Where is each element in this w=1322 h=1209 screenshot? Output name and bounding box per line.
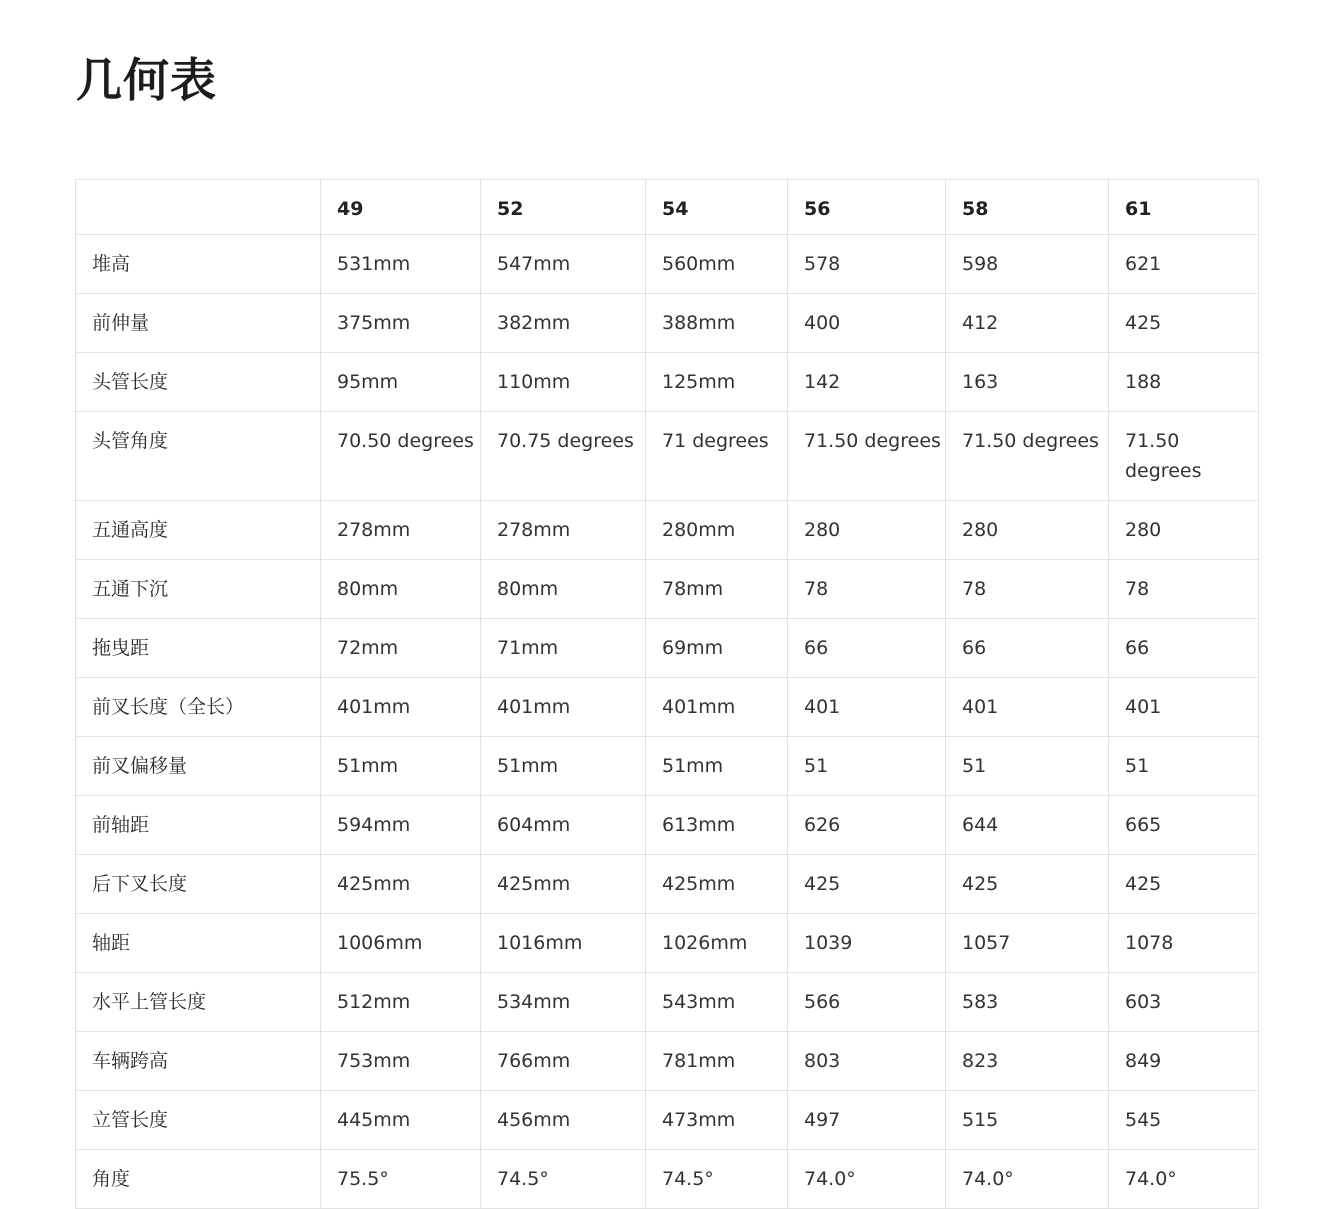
table-cell: 401mm (321, 678, 481, 737)
table-cell: 382mm (481, 294, 646, 353)
table-cell: 425 (788, 855, 946, 914)
table-cell: 626 (788, 796, 946, 855)
table-cell: 473mm (646, 1091, 788, 1150)
table-cell: 849 (1109, 1032, 1259, 1091)
table-cell: 534mm (481, 973, 646, 1032)
table-cell: 278mm (321, 501, 481, 560)
table-cell: 125mm (646, 353, 788, 412)
table-cell: 594mm (321, 796, 481, 855)
table-cell: 425 (1109, 294, 1259, 353)
table-cell: 603 (1109, 973, 1259, 1032)
table-cell: 80mm (321, 560, 481, 619)
table-cell: 766mm (481, 1032, 646, 1091)
table-cell: 51 (788, 737, 946, 796)
table-cell: 412 (946, 294, 1109, 353)
row-label: 头管长度 (76, 353, 321, 412)
table-cell: 401mm (481, 678, 646, 737)
table-cell: 781mm (646, 1032, 788, 1091)
size-header: 54 (646, 180, 788, 235)
table-cell: 401 (1109, 678, 1259, 737)
row-label: 前叉长度（全长） (76, 678, 321, 737)
table-row (76, 412, 1259, 501)
table-cell: 74.0° (946, 1150, 1109, 1209)
geometry-table (75, 179, 1259, 1209)
table-cell: 142 (788, 353, 946, 412)
row-label: 堆高 (76, 235, 321, 294)
row-label: 前叉偏移量 (76, 737, 321, 796)
table-row (76, 914, 1259, 973)
table-cell: 425 (1109, 855, 1259, 914)
table-row (76, 737, 1259, 796)
table-cell: 388mm (646, 294, 788, 353)
table-cell: 497 (788, 1091, 946, 1150)
table-cell: 51mm (481, 737, 646, 796)
table-row (76, 501, 1259, 560)
table-cell: 280 (946, 501, 1109, 560)
table-cell: 71 degrees (646, 412, 788, 501)
table-cell: 401 (946, 678, 1109, 737)
table-row (76, 678, 1259, 737)
table-cell: 401mm (646, 678, 788, 737)
row-label: 水平上管长度 (76, 973, 321, 1032)
table-cell: 78mm (646, 560, 788, 619)
table-cell: 280 (788, 501, 946, 560)
table-cell: 95mm (321, 353, 481, 412)
table-cell: 803 (788, 1032, 946, 1091)
size-header: 58 (946, 180, 1109, 235)
table-cell: 71.50 degrees (1109, 412, 1259, 501)
table-cell: 400 (788, 294, 946, 353)
table-cell: 74.5° (481, 1150, 646, 1209)
table-cell: 1078 (1109, 914, 1259, 973)
table-cell: 545 (1109, 1091, 1259, 1150)
table-cell: 613mm (646, 796, 788, 855)
table-row (76, 1091, 1259, 1150)
table-cell: 280mm (646, 501, 788, 560)
size-header: 52 (481, 180, 646, 235)
table-cell: 1039 (788, 914, 946, 973)
table-cell: 598 (946, 235, 1109, 294)
table-cell: 75.5° (321, 1150, 481, 1209)
table-cell: 1026mm (646, 914, 788, 973)
table-cell: 375mm (321, 294, 481, 353)
table-cell: 456mm (481, 1091, 646, 1150)
table-cell: 66 (1109, 619, 1259, 678)
table-cell: 644 (946, 796, 1109, 855)
table-row (76, 235, 1259, 294)
row-label: 五通下沉 (76, 560, 321, 619)
table-cell: 425 (946, 855, 1109, 914)
table-cell: 71.50 degrees (946, 412, 1109, 501)
table-row (76, 560, 1259, 619)
table-cell: 547mm (481, 235, 646, 294)
row-label: 前轴距 (76, 796, 321, 855)
table-cell: 78 (788, 560, 946, 619)
table-cell: 1006mm (321, 914, 481, 973)
table-cell: 278mm (481, 501, 646, 560)
table-cell: 69mm (646, 619, 788, 678)
table-row (76, 353, 1259, 412)
table-row (76, 855, 1259, 914)
table-cell: 665 (1109, 796, 1259, 855)
table-cell: 425mm (481, 855, 646, 914)
table-cell: 515 (946, 1091, 1109, 1150)
table-row (76, 1032, 1259, 1091)
table-cell: 560mm (646, 235, 788, 294)
table-cell: 66 (788, 619, 946, 678)
table-cell: 163 (946, 353, 1109, 412)
page-title: 几何表 (76, 53, 217, 107)
header-corner-cell (76, 180, 321, 235)
table-cell: 51 (1109, 737, 1259, 796)
table-cell: 74.0° (1109, 1150, 1259, 1209)
table-cell: 512mm (321, 973, 481, 1032)
row-label: 前伸量 (76, 294, 321, 353)
table-cell: 1057 (946, 914, 1109, 973)
table-cell: 51mm (646, 737, 788, 796)
table-cell: 66 (946, 619, 1109, 678)
row-label: 角度 (76, 1150, 321, 1209)
table-cell: 566 (788, 973, 946, 1032)
table-cell: 71mm (481, 619, 646, 678)
table-cell: 78 (1109, 560, 1259, 619)
row-label: 车辆跨高 (76, 1032, 321, 1091)
table-cell: 543mm (646, 973, 788, 1032)
table-cell: 823 (946, 1032, 1109, 1091)
table-cell: 578 (788, 235, 946, 294)
table-row (76, 973, 1259, 1032)
table-cell: 74.0° (788, 1150, 946, 1209)
table-cell: 51mm (321, 737, 481, 796)
size-header: 49 (321, 180, 481, 235)
table-cell: 425mm (646, 855, 788, 914)
row-label: 轴距 (76, 914, 321, 973)
table-cell: 70.75 degrees (481, 412, 646, 501)
table-cell: 110mm (481, 353, 646, 412)
size-header: 61 (1109, 180, 1259, 235)
table-cell: 80mm (481, 560, 646, 619)
row-label: 头管角度 (76, 412, 321, 501)
table-row (76, 294, 1259, 353)
row-label: 立管长度 (76, 1091, 321, 1150)
table-cell: 1016mm (481, 914, 646, 973)
size-header: 56 (788, 180, 946, 235)
row-label: 五通高度 (76, 501, 321, 560)
table-body (76, 235, 1259, 1209)
row-label: 后下叉长度 (76, 855, 321, 914)
table-cell: 51 (946, 737, 1109, 796)
table-cell: 78 (946, 560, 1109, 619)
table-cell: 72mm (321, 619, 481, 678)
table-cell: 71.50 degrees (788, 412, 946, 501)
table-cell: 583 (946, 973, 1109, 1032)
row-label: 拖曳距 (76, 619, 321, 678)
table-row (76, 796, 1259, 855)
table-cell: 401 (788, 678, 946, 737)
table-cell: 621 (1109, 235, 1259, 294)
table-cell: 74.5° (646, 1150, 788, 1209)
table-cell: 70.50 degrees (321, 412, 481, 501)
table-cell: 531mm (321, 235, 481, 294)
table-cell: 604mm (481, 796, 646, 855)
table-cell: 425mm (321, 855, 481, 914)
table-cell: 445mm (321, 1091, 481, 1150)
table-cell: 753mm (321, 1032, 481, 1091)
table-cell: 280 (1109, 501, 1259, 560)
table-row (76, 619, 1259, 678)
table-header-row (76, 180, 1259, 235)
table-cell: 188 (1109, 353, 1259, 412)
